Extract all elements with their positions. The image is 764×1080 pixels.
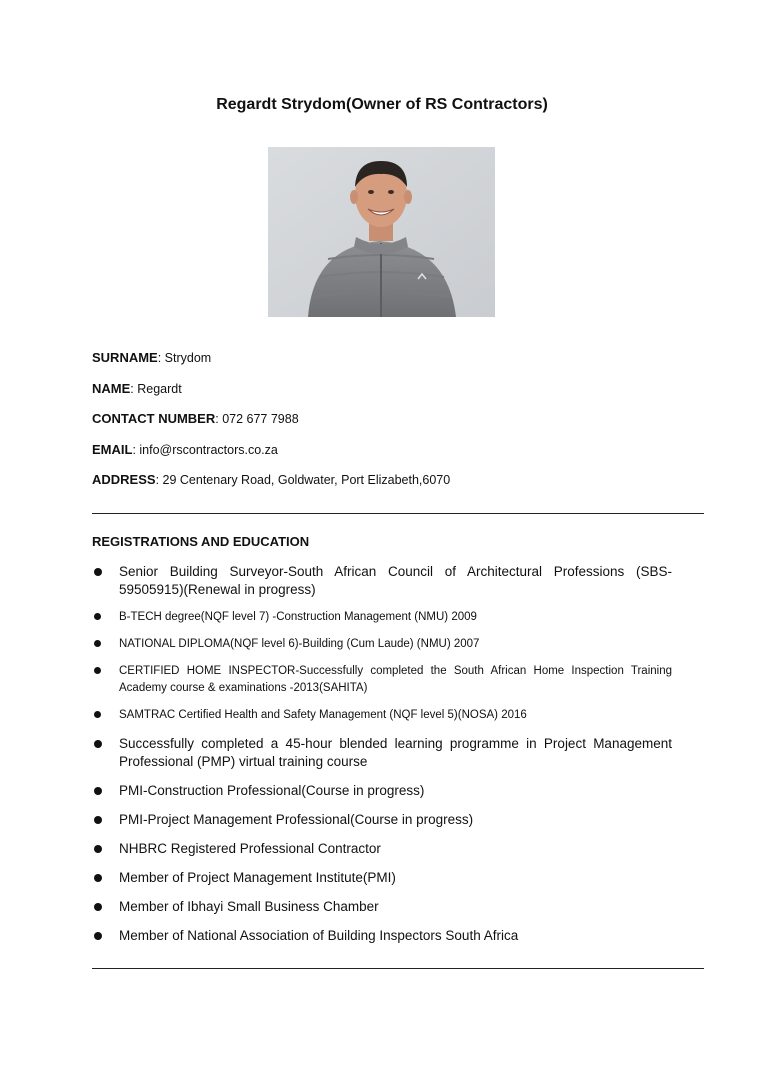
- surname-row: [92, 349, 692, 380]
- list-item: [92, 609, 672, 626]
- portrait-photo: [268, 147, 495, 317]
- divider-top: [92, 513, 704, 514]
- list-item-text: PMI-Construction Professional(Course in progress): [119, 783, 425, 798]
- contact-value: : 072 677 7988: [215, 412, 299, 426]
- divider-bottom: [92, 968, 704, 969]
- list-item: [92, 636, 672, 653]
- list-item-text: NHBRC Registered Professional Contractor: [119, 841, 381, 856]
- address-value: : 29 Centenary Road, Goldwater, Port Elizabeth,6070: [155, 473, 451, 487]
- contact-label: CONTACT NUMBER: [92, 411, 216, 426]
- address-label: ADDRESS: [92, 472, 156, 487]
- bullet-icon: [94, 613, 101, 620]
- list-item-text: Member of Ibhayi Small Business Chamber: [119, 899, 379, 914]
- name-row: [92, 380, 692, 411]
- name-value: : Regardt: [130, 381, 182, 396]
- list-item-text: Senior Building Surveyor-South African Council of Architectural Professions (SBS-59505915)(Renewal in progress): [119, 564, 672, 597]
- list-item-text: SAMTRAC Certified Health and Safety Management (NQF level 5)(NOSA) 2016: [119, 709, 527, 721]
- list-item-text: B-TECH degree(NQF level 7) -Construction Management (NMU) 2009: [119, 611, 477, 623]
- list-item: [92, 840, 672, 858]
- list-item-text: PMI-Project Management Professional(Course in progress): [119, 812, 474, 827]
- bullet-icon: [94, 903, 102, 911]
- bullet-icon: [94, 711, 101, 718]
- bullet-icon: [94, 568, 102, 576]
- list-item: [92, 927, 672, 945]
- bullet-icon: [94, 874, 102, 882]
- bullet-icon: [94, 667, 101, 674]
- list-item: [92, 735, 672, 771]
- list-item: [92, 782, 672, 800]
- list-item: [92, 663, 672, 697]
- bullet-icon: [94, 787, 102, 795]
- bullet-icon: [94, 816, 102, 824]
- list-item: [92, 707, 672, 724]
- email-row: [92, 441, 692, 472]
- surname-label: SURNAME: [92, 350, 158, 365]
- list-item: [92, 811, 672, 829]
- list-item-text: CERTIFIED HOME INSPECTOR-Successfully completed the South African Home Inspection Training Academy course & examinations -2013(SAHITA): [119, 665, 672, 694]
- section-heading-education: REGISTRATIONS AND EDUCATION: [92, 534, 310, 549]
- page-title: Regardt Strydom(Owner of RS Contractors): [216, 96, 548, 113]
- address-row: [92, 471, 692, 502]
- list-item-text: Member of Project Management Institute(PMI): [119, 870, 396, 885]
- education-list: [92, 563, 672, 945]
- name-label: NAME: [92, 380, 131, 396]
- bullet-icon: [94, 932, 102, 940]
- surname-value: : Strydom: [157, 351, 212, 365]
- bullet-icon: [94, 640, 101, 647]
- list-item-text: NATIONAL DIPLOMA(NQF level 6)-Building (Cum Laude) (NMU) 2007: [119, 638, 480, 650]
- contact-details: [92, 349, 692, 502]
- list-item-text: Member of National Association of Building Inspectors South Africa: [119, 928, 519, 943]
- list-item-text: Successfully completed a 45-hour blended learning programme in Project Management Professional (PMP) virtual training course: [119, 736, 672, 769]
- list-item: [92, 869, 672, 887]
- bullet-icon: [94, 740, 102, 748]
- bullet-icon: [94, 845, 102, 853]
- list-item: [92, 898, 672, 916]
- email-value: : info@rscontractors.co.za: [132, 442, 278, 457]
- list-item: [92, 563, 672, 599]
- contact-row: [92, 410, 692, 441]
- email-label: EMAIL: [92, 441, 133, 457]
